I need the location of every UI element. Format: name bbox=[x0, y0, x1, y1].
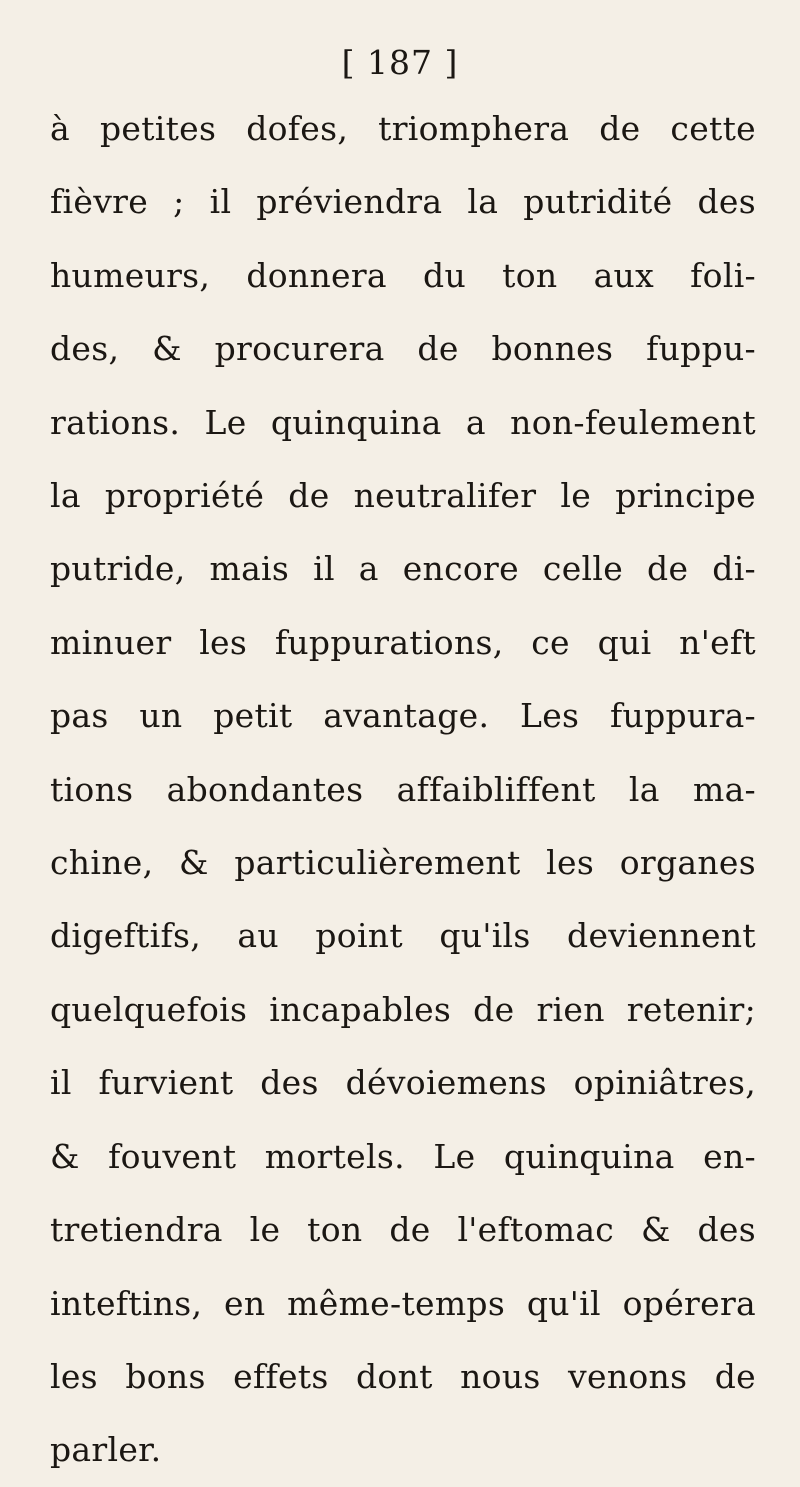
text-line: fièvre ; il préviendra la putridité des bbox=[50, 182, 756, 222]
text-line: des, & procurera de bonnes fuppu- bbox=[50, 329, 756, 369]
text-line: & fouvent mortels. Le quinquina en- bbox=[50, 1136, 756, 1176]
text-line: les bons effets dont nous venons de bbox=[50, 1356, 756, 1396]
text-line: quelquefois incapables de rien retenir; bbox=[50, 989, 756, 1029]
text-line: rations. Le quinquina a non-feulement bbox=[50, 402, 756, 442]
text-line: minuer les fuppurations, ce qui n'eft bbox=[50, 622, 756, 662]
text-line: pas un petit avantage. Les fuppura- bbox=[50, 696, 756, 736]
text-line: chine, & particulièrement les organes bbox=[50, 843, 756, 883]
text-line: la propriété de neutralifer le principe bbox=[50, 476, 756, 516]
text-line: à petites dofes, triomphera de cette bbox=[50, 109, 756, 148]
text-line: humeurs, donnera du ton aux foli- bbox=[50, 255, 756, 295]
text-line: putride, mais il a encore celle de di- bbox=[50, 549, 756, 589]
body-text bbox=[50, 92, 756, 1487]
text-line: il furvient des dévoiemens opiniâtres, bbox=[50, 1063, 756, 1103]
text-line: inteftins, en même-temps qu'il opérera bbox=[50, 1283, 756, 1323]
text-line: tretiendra le ton de l'eftomac & des bbox=[50, 1210, 756, 1250]
text-line-final: parler. bbox=[50, 1430, 162, 1470]
text-line: digeftifs, au point qu'ils deviennent bbox=[50, 916, 756, 956]
page-number-header: [ 187 ] bbox=[341, 43, 459, 82]
text-line: tions abondantes affaibliffent la ma- bbox=[50, 769, 756, 809]
